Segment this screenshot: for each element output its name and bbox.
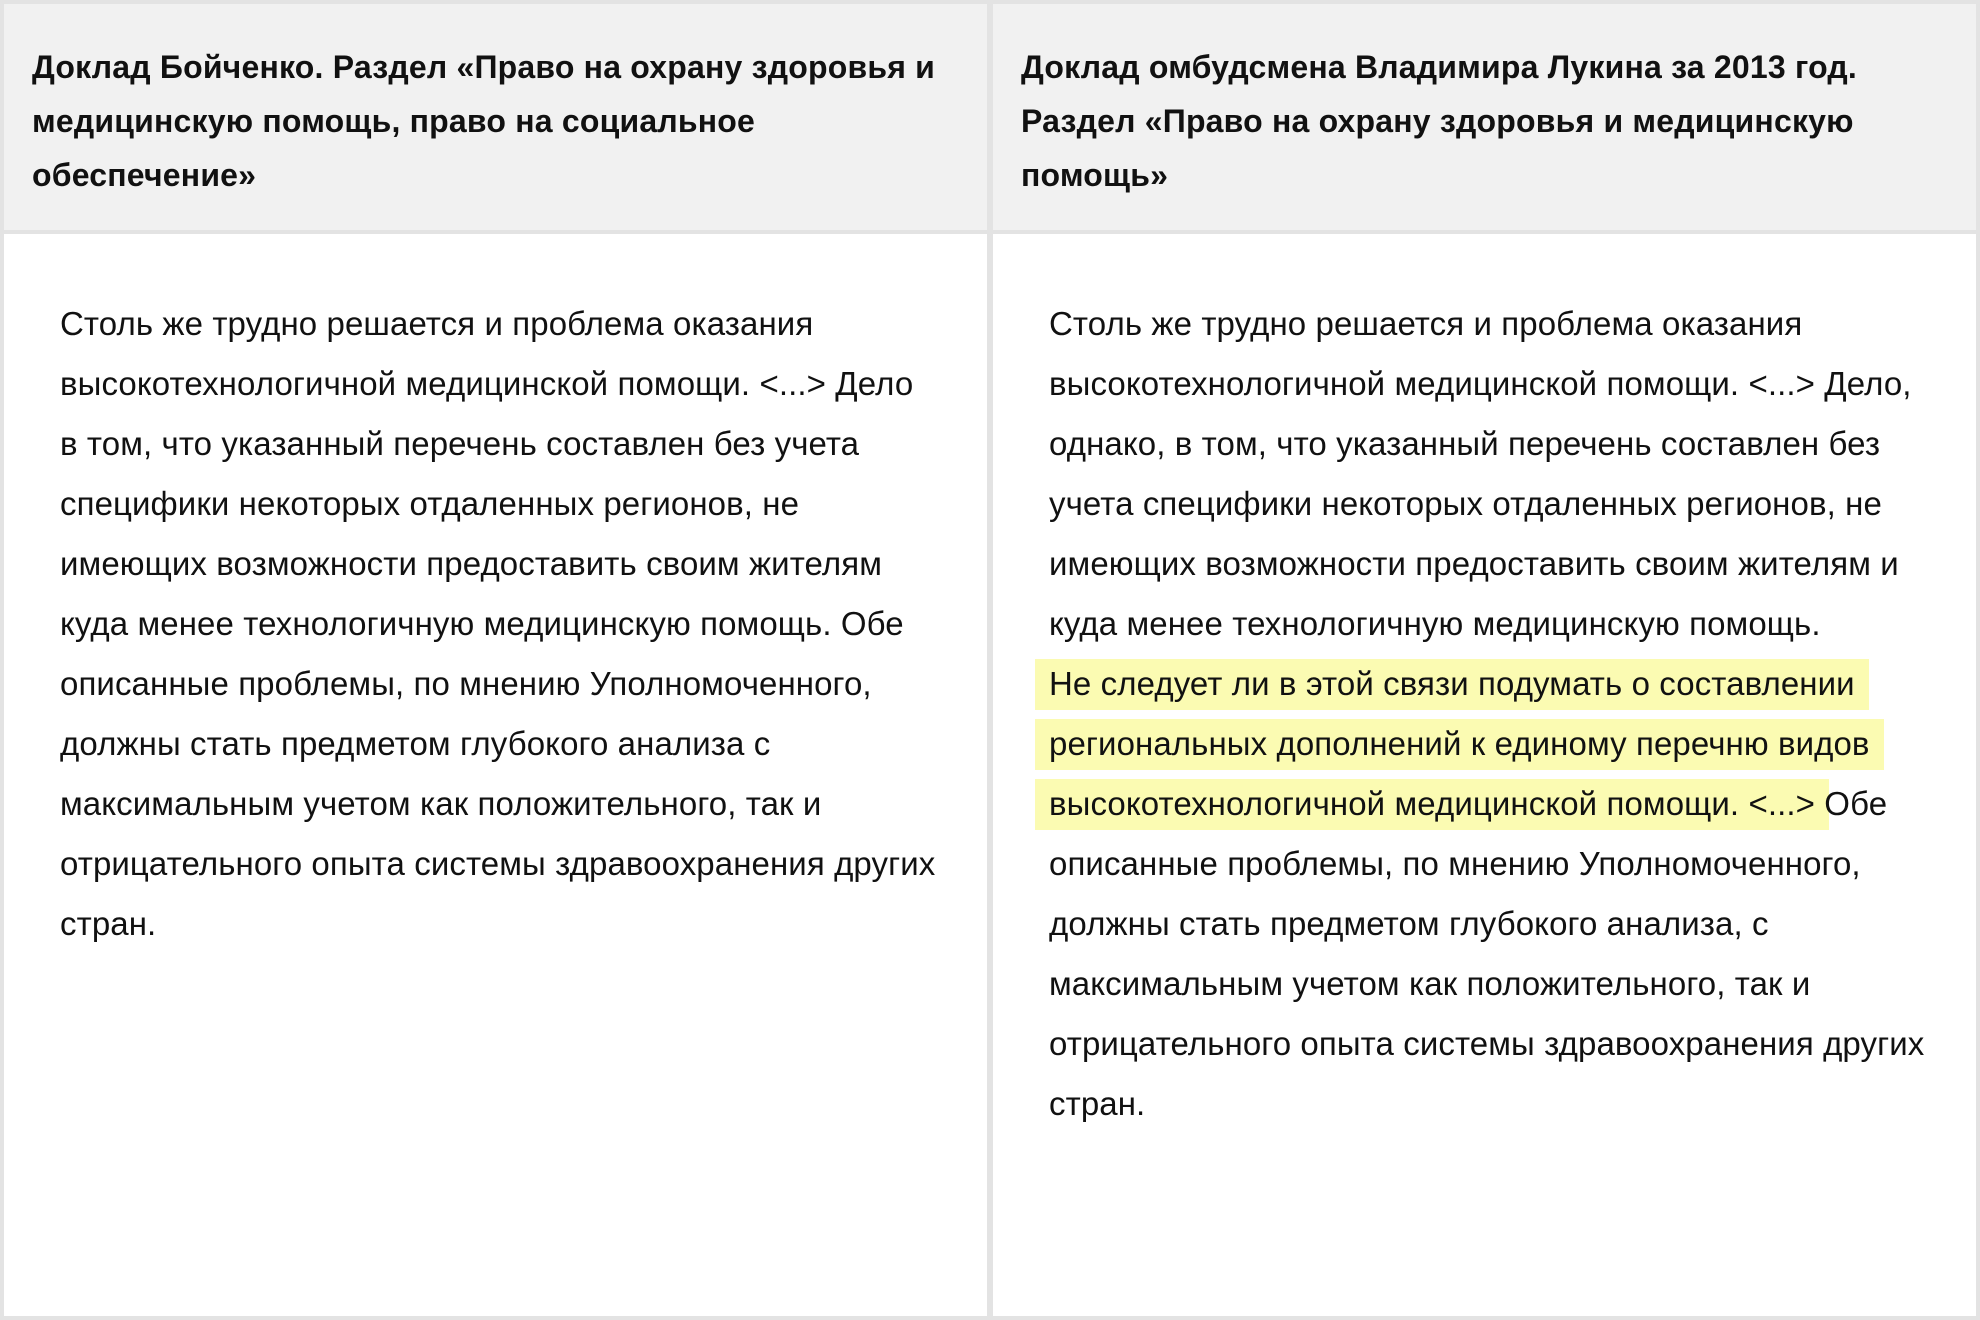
left-column bbox=[4, 0, 987, 1316]
right-column-quote bbox=[1049, 294, 1926, 1134]
left-column-title: Доклад Бойченко. Раздел «Право на охрану здоровья и медицинскую помощь, право на социальное обеспечение» bbox=[32, 49, 936, 193]
right-column-title: Доклад омбудсмена Владимира Лукина за 2013 год. Раздел «Право на охрану здоровья и медицинскую помощь» bbox=[1021, 49, 1857, 193]
left-column-header bbox=[4, 4, 987, 230]
right-quote-before: Столь же трудно решается и проблема оказания высокотехнологичной медицинской помощи. <...> Дело, однако, в том, что указанный перечень составлен без учета специфики некоторых отдаленных регионов, не имеющих возможности предоставить своим жителям и куда менее технологичную медицинскую помощь. bbox=[1049, 305, 1912, 642]
left-column-body bbox=[4, 234, 987, 1316]
right-quote-after: Обе описанные проблемы, по мнению Уполномоченного, должны стать предметом глубокого анализа, с максимальным учетом как положительного, так и отрицательного опыта системы здравоохранения других стран. bbox=[1049, 785, 1925, 1122]
left-column-quote: Столь же трудно решается и проблема оказания высокотехнологичной медицинской помощи. <...> Дело в том, что указанный перечень составлен без учета специфики некоторых отдаленных регионов, не имеющих возможности предоставить своим жителям куда менее технологичную медицинскую помощь. Обе описанные проблемы, по мнению Уполномоченного, должны стать предметом глубокого анализа с максимальным учетом как положительного, так и отрицательного опыта системы здравоохранения других стран. bbox=[60, 305, 936, 942]
right-column bbox=[993, 0, 1976, 1316]
highlighted-passage: Не следует ли в этой связи подумать о составлении региональных дополнений к единому перечню видов высокотехнологичной медицинской помощи. <...> bbox=[1035, 659, 1884, 830]
right-column-body bbox=[993, 234, 1976, 1316]
right-column-header bbox=[993, 4, 1976, 230]
